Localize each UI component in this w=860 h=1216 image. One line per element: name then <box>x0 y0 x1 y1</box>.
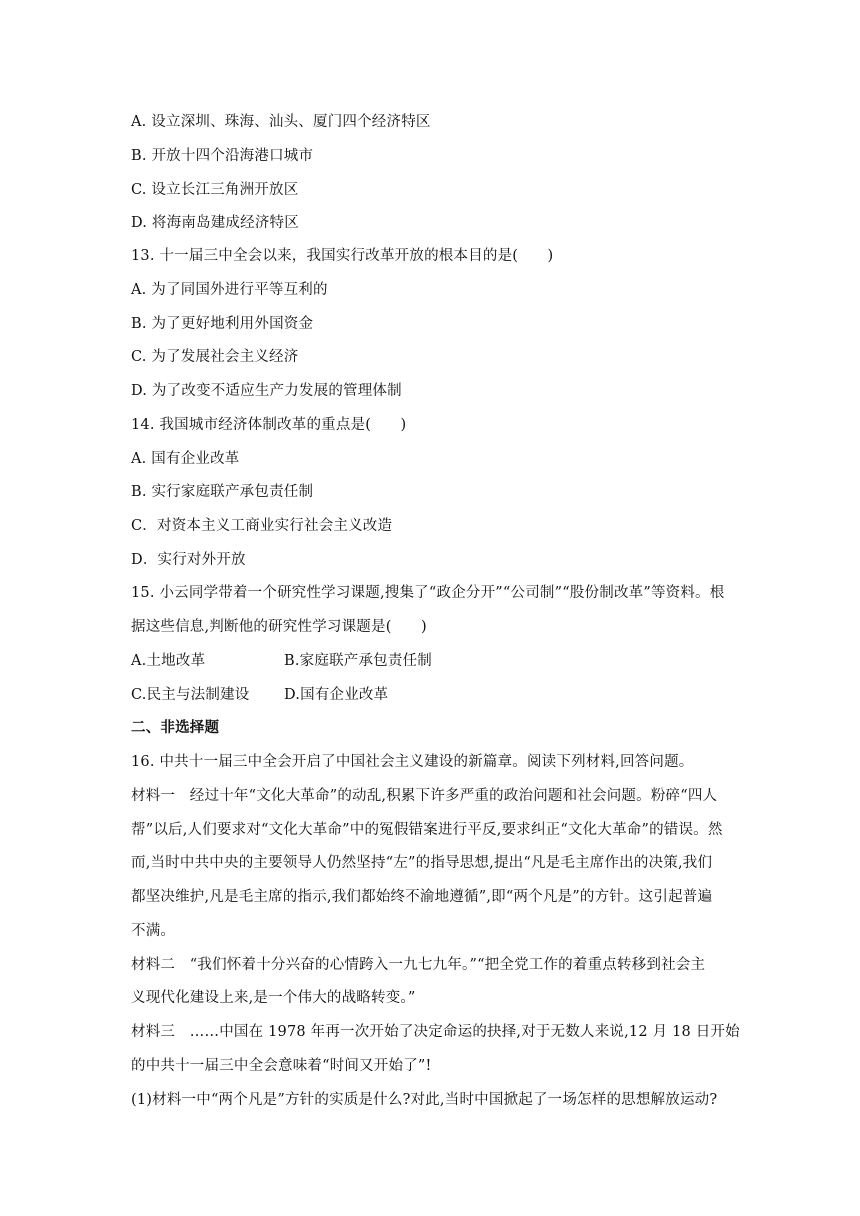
q12-option-d: D. 将海南岛建成经济特区 <box>131 215 299 231</box>
q16-material1-line3: 而,当时中共中央的主要领导人仍然坚持“左”的指导思想,提出“凡是毛主席作出的决策,我们 <box>131 855 713 871</box>
section-title: 二、非选择题 <box>131 719 220 736</box>
q13-option-b: B. 为了更好地利用外国资金 <box>131 316 314 332</box>
q12-option-c: C. 设立长江三角洲开放区 <box>131 182 299 198</box>
q13-option-a: A. 为了同国外进行平等互利的 <box>131 282 328 298</box>
q14-option-a: A. 国有企业改革 <box>131 451 240 467</box>
q15-stem-line2: 据这些信息,判断他的研究性学习课题是( ) <box>131 619 427 635</box>
q16-material1-line2: 帮”以后,人们要求对“文化大革命”中的冤假错案进行平反,要求纠正“文化大革命”的错误。然 <box>131 822 723 838</box>
q16-material1-line1: 材料一 经过十年“文化大革命”的动乱,积累下许多严重的政治问题和社会问题。粉碎“四人 <box>131 788 718 804</box>
q14-option-c: C．对资本主义工商业实行社会主义改造 <box>131 518 393 534</box>
q14-option-d: D．实行对外开放 <box>131 552 246 568</box>
q15-option-a: A.土地改革 <box>131 653 206 669</box>
q16-subquestion-1: (1)材料一中“两个凡是”方针的实质是什么?对此,当时中国掀起了一场怎样的思想解放运动? <box>131 1092 718 1108</box>
q15-stem-line1: 15. 小云同学带着一个研究性学习课题,搜集了“政企分开”“公司制”“股份制改革”等资料。根 <box>131 585 725 601</box>
q15-options-row1 <box>131 651 731 671</box>
q16-material3-line2: 的中共十一届三中全会意味着“时间又开始了”! <box>131 1058 432 1074</box>
q14-stem: 14. 我国城市经济体制改革的重点是( ) <box>131 417 407 433</box>
q12-option-a: A. 设立深圳、珠海、汕头、厦门四个经济特区 <box>131 114 431 130</box>
q13-stem: 13. 十一届三中全会以来，我国实行改革开放的根本目的是( ) <box>131 248 554 264</box>
q16-material1-line4: 都坚决维护,凡是毛主席的指示,我们都始终不渝地遵循”,即“两个凡是”的方针。这引起普遍 <box>131 889 713 905</box>
q16-stem: 16. 中共十一届三中全会开启了中国社会主义建设的新篇章。阅读下列材料,回答问题。 <box>131 754 694 770</box>
q16-material3-line1: 材料三 ……中国在 1978 年再一次开始了决定命运的抉择,对于无数人来说,12 月 18 日开始 <box>131 1024 740 1040</box>
q15-option-b: B.家庭联产承包责任制 <box>284 653 432 669</box>
q13-option-d: D. 为了改变不适应生产力发展的管理体制 <box>131 383 402 399</box>
q12-option-b: B. 开放十四个沿海港口城市 <box>131 148 314 164</box>
q14-option-b: B. 实行家庭联产承包责任制 <box>131 484 314 500</box>
q15-option-c: C.民主与法制建设 <box>131 687 250 703</box>
q13-option-c: C. 为了发展社会主义经济 <box>131 349 299 365</box>
q16-material2-line1: 材料二 “我们怀着十分兴奋的心情跨入一九七九年。”“把全党工作的着重点转移到社会主 <box>131 957 706 973</box>
q16-material1-line5: 不满。 <box>131 923 176 939</box>
q15-option-d: D.国有企业改革 <box>284 687 389 703</box>
q15-options-row2 <box>131 685 731 705</box>
q16-material2-line2: 义现代化建设上来,是一个伟大的战略转变。” <box>131 990 416 1006</box>
